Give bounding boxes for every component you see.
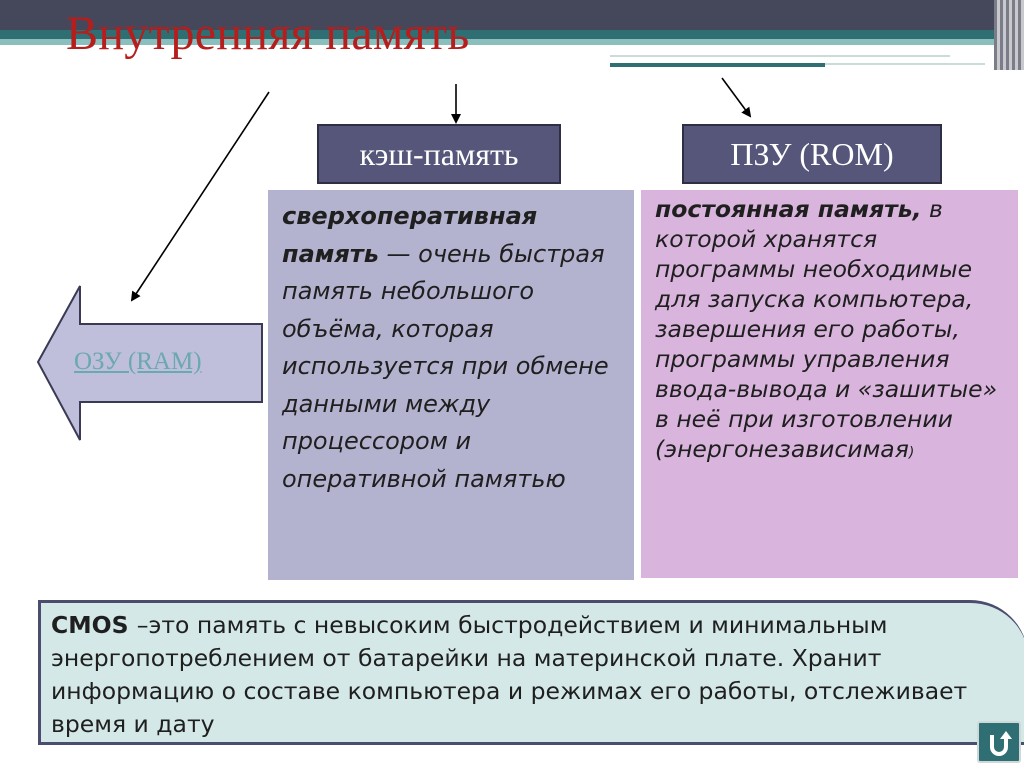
cache-term: сверхоперативная память bbox=[282, 202, 538, 268]
rom-term: постоянная память, bbox=[655, 195, 922, 223]
rom-paren: ) bbox=[908, 445, 915, 461]
arrow-to-ram bbox=[132, 92, 269, 300]
cmos-term: CMOS bbox=[51, 611, 137, 639]
rom-description bbox=[641, 190, 1018, 578]
rom-header: ПЗУ (ROM) bbox=[682, 124, 942, 184]
cache-header: кэш-память bbox=[317, 124, 561, 184]
cache-description bbox=[268, 190, 634, 580]
return-button[interactable] bbox=[977, 721, 1021, 763]
ram-link[interactable]: ОЗУ (RAM) bbox=[74, 348, 202, 375]
slide-title: Внутренняя память bbox=[66, 7, 470, 60]
return-arrow-icon bbox=[984, 727, 1014, 757]
cache-text: — очень быстрая память небольшого объёма, которая используется при обмене данными между процессором и оперативной памятью bbox=[282, 239, 609, 493]
rom-text: в которой хранятся программы необходимые для запуска компьютера, завершения его работы, программы управления ввода-вывода и «зашитые» в неё при изготовлении (энергонезависимая bbox=[655, 195, 998, 463]
cmos-box bbox=[38, 600, 1024, 745]
arrow-to-rom bbox=[722, 78, 750, 116]
cmos-text: –это память с невысоким быстродействием и минимальным энергопотреблением от батарейки на материнской плате. Хранит информацию о составе компьютера и режимах его работы, отслеживает время и дату bbox=[51, 611, 968, 738]
